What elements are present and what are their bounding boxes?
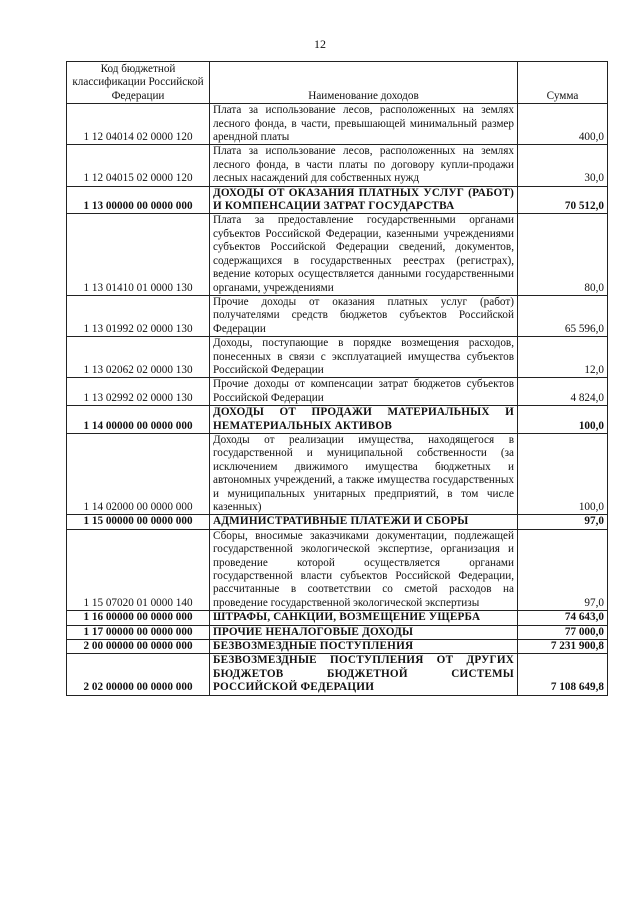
row-sum: 97,0 xyxy=(518,529,608,610)
row-name: Доходы от реализации имущества, находящегося в государственной и муниципальной собственности (за исключением движимого имущества бюджетных и автономных учреждений, а также имущества государственных и муниципальных унитарных предприятий, в том числе казенных) xyxy=(210,433,518,514)
table-row xyxy=(67,337,608,378)
row-code: 1 14 02000 00 0000 000 xyxy=(67,433,210,514)
row-code: 1 13 01410 01 0000 130 xyxy=(67,214,210,295)
row-name: БЕЗВОЗМЕЗДНЫЕ ПОСТУПЛЕНИЯ ОТ ДРУГИХ БЮДЖЕТОВ БЮДЖЕТНОЙ СИСТЕМЫ РОССИЙСКОЙ ФЕДЕРАЦИИ xyxy=(210,654,518,695)
row-sum: 97,0 xyxy=(518,515,608,529)
row-code: 1 12 04014 02 0000 120 xyxy=(67,104,210,145)
row-name: Прочие доходы от компенсации затрат бюджетов субъектов Российской Федерации xyxy=(210,378,518,406)
header-name: Наименование доходов xyxy=(210,62,518,104)
table-row xyxy=(67,640,608,654)
table-row xyxy=(67,378,608,406)
table-row xyxy=(67,214,608,295)
row-name: Сборы, вносимые заказчиками документации, подлежащей государственной экологической экспертизе, организация и проведение которой осуществляется органами государственной власти субъектов Российской Федерации, рассчитанные в соответствии со сметой расходов на проведение государственной экологической экспертизы xyxy=(210,529,518,610)
row-code: 1 16 00000 00 0000 000 xyxy=(67,611,210,625)
revenue-table xyxy=(66,61,608,696)
row-code: 1 15 07020 01 0000 140 xyxy=(67,529,210,610)
table-row xyxy=(67,654,608,695)
row-sum: 65 596,0 xyxy=(518,295,608,336)
row-sum: 100,0 xyxy=(518,406,608,434)
row-name: АДМИНИСТРАТИВНЫЕ ПЛАТЕЖИ И СБОРЫ xyxy=(210,515,518,529)
table-row xyxy=(67,104,608,145)
row-name: ДОХОДЫ ОТ ОКАЗАНИЯ ПЛАТНЫХ УСЛУГ (РАБОТ) И КОМПЕНСАЦИИ ЗАТРАТ ГОСУДАРСТВА xyxy=(210,186,518,214)
row-sum: 7 108 649,8 xyxy=(518,654,608,695)
row-sum: 80,0 xyxy=(518,214,608,295)
row-name: ПРОЧИЕ НЕНАЛОГОВЫЕ ДОХОДЫ xyxy=(210,625,518,639)
row-code: 2 00 00000 00 0000 000 xyxy=(67,640,210,654)
table-row xyxy=(67,145,608,186)
header-code: Код бюджетной классификации Российской Федерации xyxy=(67,62,210,104)
row-name: БЕЗВОЗМЕЗДНЫЕ ПОСТУПЛЕНИЯ xyxy=(210,640,518,654)
table-row xyxy=(67,529,608,610)
row-sum: 30,0 xyxy=(518,145,608,186)
row-name: Плата за предоставление государственными органами субъектов Российской Федерации, казенными учреждениями субъектов Российской Федерации сведений, документов, содержащихся в государственных реестрах (регистрах), ведение которых осуществляется данными государственными органами, учреждениями xyxy=(210,214,518,295)
table-row xyxy=(67,295,608,336)
table-row xyxy=(67,406,608,434)
row-code: 2 02 00000 00 0000 000 xyxy=(67,654,210,695)
row-sum: 7 231 900,8 xyxy=(518,640,608,654)
page-number: 12 xyxy=(314,37,326,51)
row-name: ДОХОДЫ ОТ ПРОДАЖИ МАТЕРИАЛЬНЫХ И НЕМАТЕРИАЛЬНЫХ АКТИВОВ xyxy=(210,406,518,434)
table-row xyxy=(67,433,608,514)
table-header-row xyxy=(67,62,608,104)
row-code: 1 13 02992 02 0000 130 xyxy=(67,378,210,406)
table-row xyxy=(67,186,608,214)
row-code: 1 17 00000 00 0000 000 xyxy=(67,625,210,639)
row-name: Доходы, поступающие в порядке возмещения расходов, понесенных в связи с эксплуатацией имущества субъектов Российской Федерации xyxy=(210,337,518,378)
table-row xyxy=(67,611,608,625)
row-code: 1 15 00000 00 0000 000 xyxy=(67,515,210,529)
row-code: 1 14 00000 00 0000 000 xyxy=(67,406,210,434)
row-name: Плата за использование лесов, расположенных на землях лесного фонда, в части, превышающей минимальный размер арендной платы xyxy=(210,104,518,145)
table-row xyxy=(67,515,608,529)
row-sum: 100,0 xyxy=(518,433,608,514)
row-sum: 12,0 xyxy=(518,337,608,378)
header-sum: Сумма xyxy=(518,62,608,104)
row-code: 1 13 00000 00 0000 000 xyxy=(67,186,210,214)
row-name: Прочие доходы от оказания платных услуг (работ) получателями средств бюджетов субъектов Российской Федерации xyxy=(210,295,518,336)
row-sum: 74 643,0 xyxy=(518,611,608,625)
row-name: Плата за использование лесов, расположенных на землях лесного фонда, в части платы по договору купли-продажи лесных насаждений для собственных нужд xyxy=(210,145,518,186)
row-sum: 77 000,0 xyxy=(518,625,608,639)
row-name: ШТРАФЫ, САНКЦИИ, ВОЗМЕЩЕНИЕ УЩЕРБА xyxy=(210,611,518,625)
row-sum: 70 512,0 xyxy=(518,186,608,214)
row-code: 1 13 01992 02 0000 130 xyxy=(67,295,210,336)
row-code: 1 13 02062 02 0000 130 xyxy=(67,337,210,378)
row-code: 1 12 04015 02 0000 120 xyxy=(67,145,210,186)
row-sum: 4 824,0 xyxy=(518,378,608,406)
table-row xyxy=(67,625,608,639)
row-sum: 400,0 xyxy=(518,104,608,145)
